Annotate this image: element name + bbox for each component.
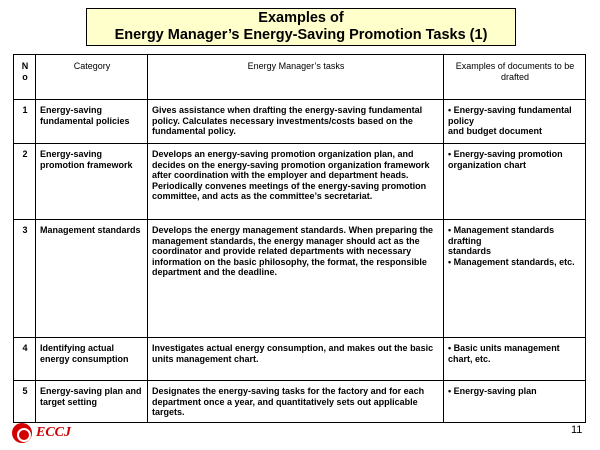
doc-item: • Energy-saving promotion organization chart [448, 149, 563, 170]
row-docs [444, 220, 586, 338]
row-category: Identifying actual energy consumption [36, 338, 148, 381]
row-docs [444, 144, 586, 220]
table-row [14, 100, 586, 144]
table-row [14, 220, 586, 338]
table-row [14, 381, 586, 423]
doc-item: • Energy-saving fundamental policy and budget document [448, 105, 572, 136]
row-docs [444, 381, 586, 423]
table-row [14, 144, 586, 220]
row-no: 5 [14, 381, 36, 423]
tasks-table [13, 54, 586, 423]
eccj-logo-icon [12, 423, 32, 443]
row-category: Management standards [36, 220, 148, 338]
header-tasks: Energy Manager’s tasks [148, 55, 444, 100]
slide-title [86, 8, 516, 46]
doc-item: • Management standards drafting standards [448, 225, 555, 256]
header-no: N o [14, 55, 36, 100]
doc-item: • Basic units management chart, etc. [448, 343, 560, 364]
title-line-1: Examples of [258, 10, 344, 26]
header-docs: Examples of documents to be drafted [444, 55, 586, 100]
row-no: 4 [14, 338, 36, 381]
title-line-2: Energy Manager’s Energy-Saving Promotion Tasks (1) [114, 27, 488, 43]
row-no: 1 [14, 100, 36, 144]
row-category: Energy-saving plan and target setting [36, 381, 148, 423]
row-docs [444, 100, 586, 144]
row-task: Develops an energy-saving promotion organization plan, and decides on the energy-saving promotion organization framework after coordination with the employer and department heads. Periodically convenes meetings of the energy-saving promotion committee, and acts as the committee’s secretariat. [148, 144, 444, 220]
row-no: 2 [14, 144, 36, 220]
row-task: Investigates actual energy consumption, and makes out the basic units management chart. [148, 338, 444, 381]
row-task: Designates the energy-saving tasks for the factory and for each department once a year, and quantitatively sets out applicable targets. [148, 381, 444, 423]
header-category: Category [36, 55, 148, 100]
doc-item: • Energy-saving plan [448, 386, 537, 396]
table-row [14, 338, 586, 381]
row-no: 3 [14, 220, 36, 338]
page-number: 11 [571, 424, 583, 436]
table-header-row [14, 55, 586, 100]
doc-item: • Management standards, etc. [448, 256, 575, 267]
row-docs [444, 338, 586, 381]
row-task: Gives assistance when drafting the energy-saving fundamental policy. Calculates necessary investments/costs based on the fundamental policy. [148, 100, 444, 144]
row-task: Develops the energy management standards. When preparing the management standards, the energy manager should act as the coordinator and provide related departments with necessary information on the basic philosophy, the format, the responsible department and the deadline. [148, 220, 444, 338]
row-category: Energy-saving fundamental policies [36, 100, 148, 144]
eccj-logo-text: ECCJ [36, 425, 72, 440]
eccj-logo [12, 423, 71, 443]
row-category: Energy-saving promotion framework [36, 144, 148, 220]
